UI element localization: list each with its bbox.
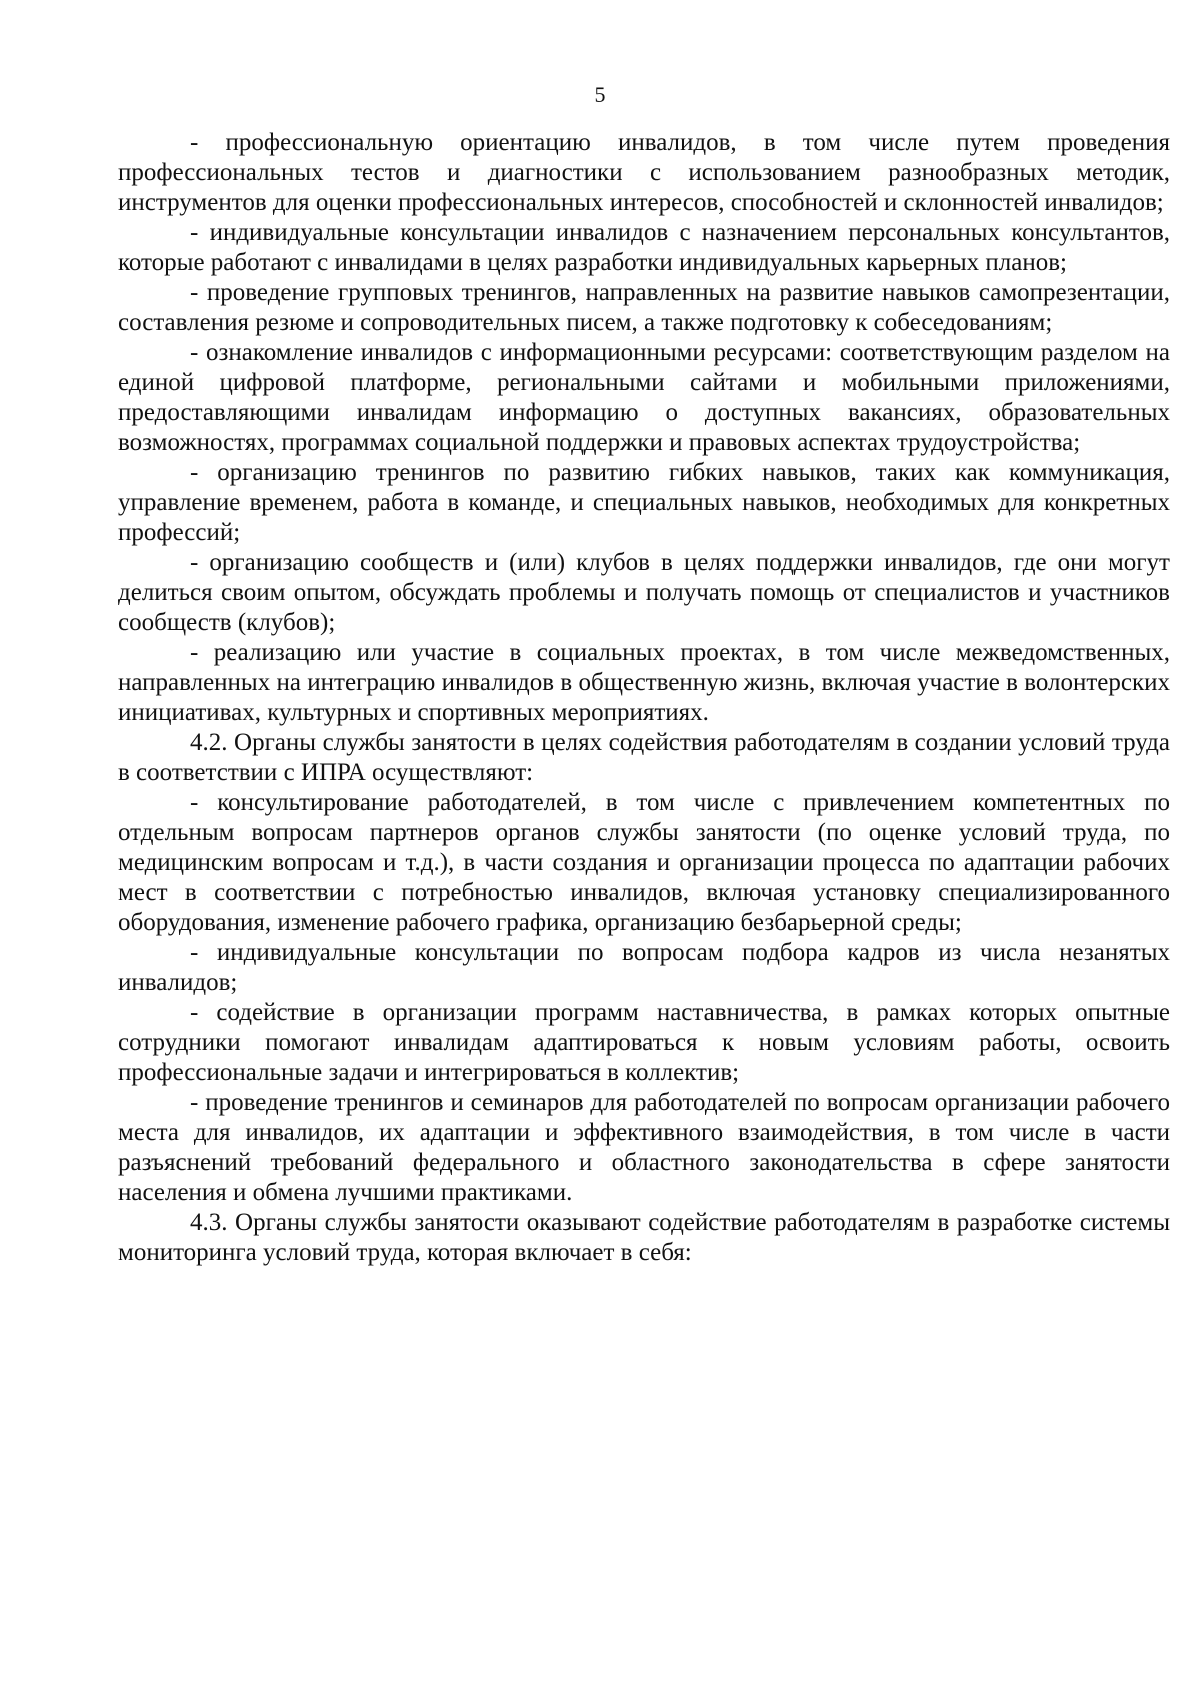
- paragraph-employer-trainings: - проведение тренингов и семинаров для работодателей по вопросам организации рабочего места для инвалидов, их адаптации и эффективного взаимодействия, в том числе в части разъяснений требований федерального и областного законодательства в сфере занятости населения и обмена лучшими практиками.: [118, 1089, 1170, 1206]
- paragraph-skills-trainings: - организацию тренингов по развитию гибких навыков, таких как коммуникация, управление временем, работа в команде, и специальных навыков, необходимых для конкретных профессий;: [118, 459, 1170, 546]
- paragraph-section-4-2: 4.2. Органы службы занятости в целях содействия работодателям в создании условий труда в соответствии с ИПРА осуществляют:: [118, 729, 1170, 786]
- paragraph-communities-clubs: - организацию сообществ и (или) клубов в целях поддержки инвалидов, где они могут делиться своим опытом, обсуждать проблемы и получать помощь от специалистов и участников сообществ (клубов);: [118, 549, 1170, 636]
- page-number: 5: [594, 82, 606, 107]
- paragraph-information-resources: - ознакомление инвалидов с информационными ресурсами: соответствующим разделом на единой цифровой платформе, региональными сайтами и мобильными приложениями, предоставляющими инвалидам информацию о доступных вакансиях, образовательных возможностях, программах социальной поддержки и правовых аспектах трудоустройства;: [118, 339, 1170, 456]
- paragraph-individual-consultations: - индивидуальные консультации инвалидов с назначением персональных консультантов, которые работают с инвалидами в целях разработки индивидуальных карьерных планов;: [118, 219, 1170, 276]
- paragraph-group-trainings: - проведение групповых тренингов, направленных на развитие навыков самопрезентации, составления резюме и сопроводительных писем, а также подготовку к собеседованиям;: [118, 279, 1170, 336]
- paragraph-section-4-3: 4.3. Органы службы занятости оказывают содействие работодателям в разработке системы мониторинга условий труда, которая включает в себя:: [118, 1209, 1170, 1266]
- paragraph-career-guidance: - профессиональную ориентацию инвалидов, в том числе путем проведения профессиональных тестов и диагностики с использованием разнообразных методик, инструментов для оценки профессиональных интересов, способностей и склонностей инвалидов;: [118, 129, 1170, 216]
- document-body: [118, 128, 1170, 1268]
- paragraph-employer-consulting: - консультирование работодателей, в том числе с привлечением компетентных по отдельным вопросам партнеров органов службы занятости (по оценке условий труда, по медицинским вопросам и т.д.), в части создания и организации процесса по адаптации рабочих мест в соответствии с потребностью инвалидов, включая установку специализированного оборудования, изменение рабочего графика, организацию безбарьерной среды;: [118, 789, 1170, 936]
- paragraph-mentorship-programs: - содействие в организации программ наставничества, в рамках которых опытные сотрудники помогают инвалидам адаптироваться к новым условиям работы, освоить профессиональные задачи и интегрироваться в коллектив;: [118, 999, 1170, 1086]
- paragraph-recruitment-consultations: - индивидуальные консультации по вопросам подбора кадров из числа незанятых инвалидов;: [118, 939, 1170, 996]
- paragraph-social-projects: - реализацию или участие в социальных проектах, в том числе межведомственных, направленных на интеграцию инвалидов в общественную жизнь, включая участие в волонтерских инициативах, культурных и спортивных мероприятиях.: [118, 639, 1170, 726]
